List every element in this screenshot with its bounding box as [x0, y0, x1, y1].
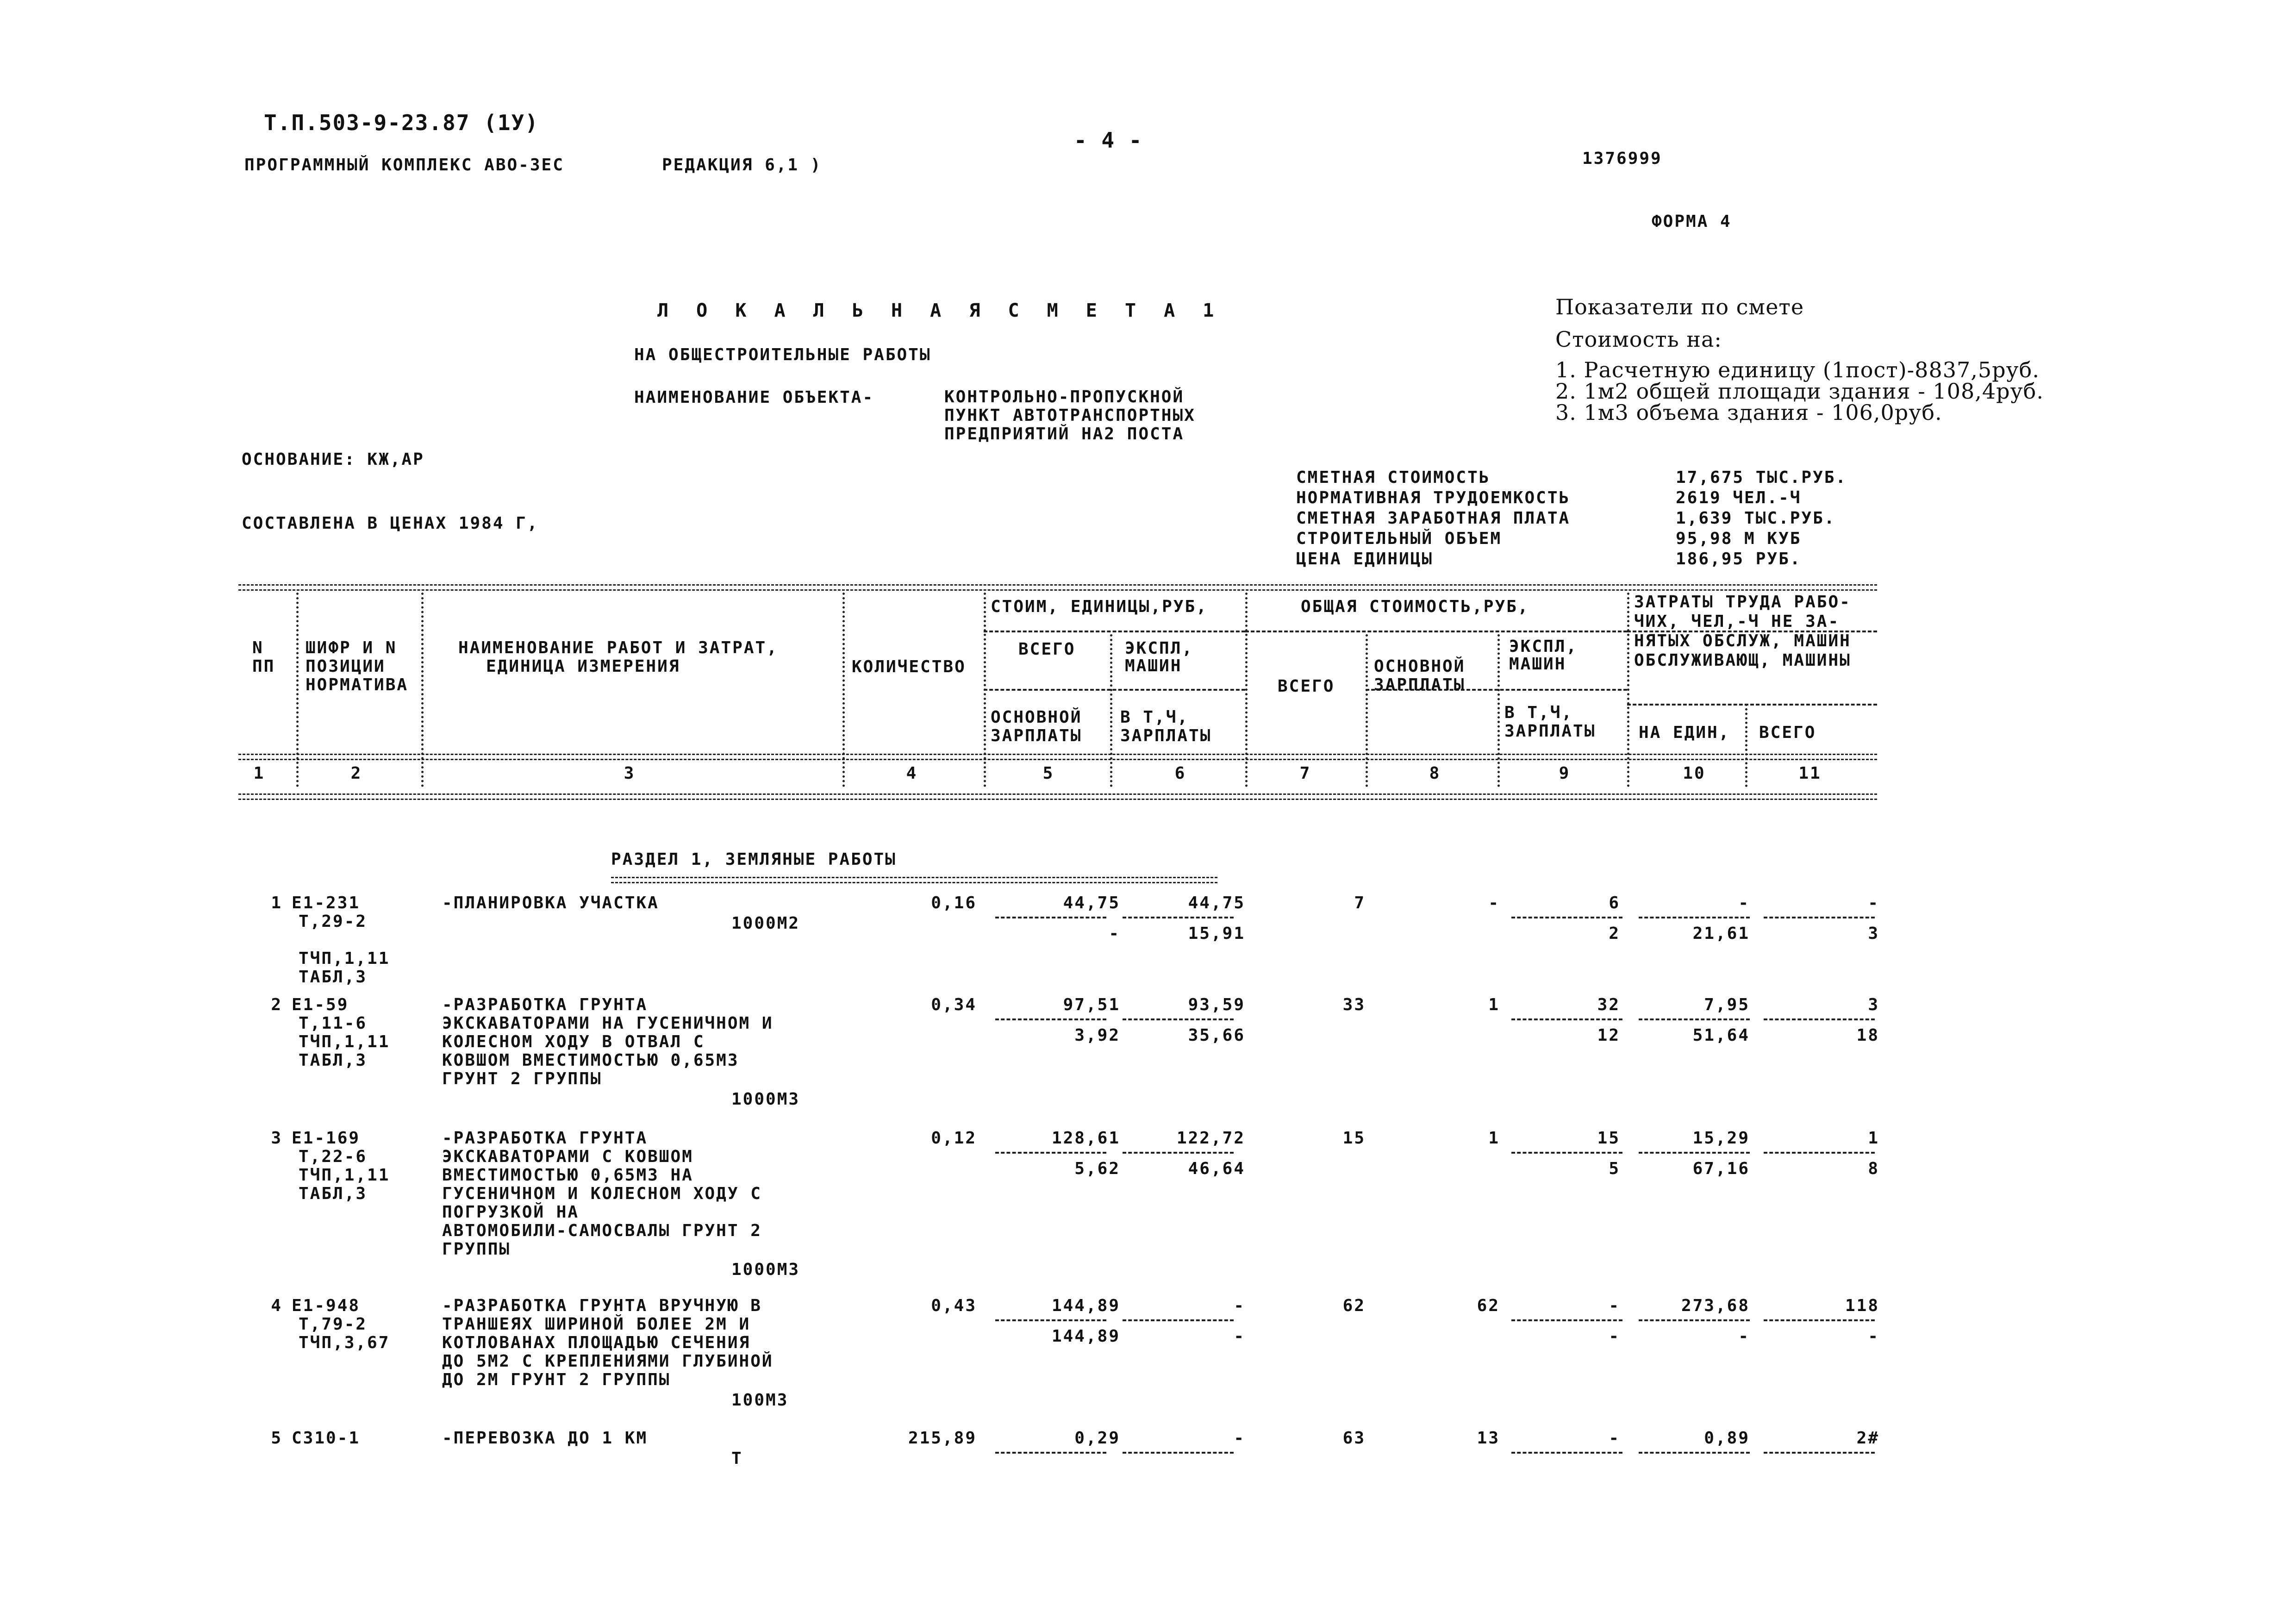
- header-bottom-rule: [238, 793, 1877, 800]
- row-labor-total: 118: [1845, 1296, 1879, 1315]
- row-code: ТАБЛ,3: [299, 968, 368, 987]
- header-text: НОРМАТИВА: [306, 675, 409, 694]
- row-total-wage: -: [1488, 893, 1500, 912]
- row-total-wage: 1: [1488, 995, 1500, 1014]
- header-text: ЗАТРАТЫ ТРУДА РАБО-: [1634, 593, 1851, 612]
- object-name: [944, 388, 1196, 443]
- row-unit-wage: 5,62: [1074, 1159, 1120, 1178]
- row-code: Е1-948: [292, 1296, 361, 1315]
- row-unit-machines: 122,72: [1176, 1129, 1245, 1148]
- col-divider: [1366, 634, 1368, 787]
- header-unit-incl-wage: [1120, 708, 1211, 745]
- indicator-item: 1. Расчетную единицу (1пост)-8837,5руб.: [1555, 357, 2040, 382]
- row-name: АВТОМОБИЛИ-САМОСВАЛЫ ГРУНТ 2: [442, 1221, 762, 1240]
- row-labor-unit: 21,61: [1692, 924, 1750, 943]
- column-number: 3: [624, 764, 636, 783]
- col-divider: [842, 593, 845, 787]
- row-unit-wage: -: [1109, 924, 1120, 943]
- row-name: ГРУППЫ: [442, 1240, 511, 1259]
- row-unit-mach-wage: 46,64: [1188, 1159, 1245, 1178]
- sub-rule: [984, 631, 1245, 632]
- header-text: N: [252, 638, 264, 657]
- header-unit-cost: СТОИМ, ЕДИНИЦЫ,РУБ,: [991, 597, 1208, 616]
- row-name: -ПЛАНИРОВКА УЧАСТКА: [442, 893, 659, 912]
- row-total: 7: [1354, 893, 1366, 912]
- column-number: 6: [1174, 764, 1186, 783]
- estimate-title: Л О К А Л Ь Н А Я С М Е Т А 1: [657, 300, 1223, 321]
- summary-label: НОРМАТИВНАЯ ТРУДОЕМКОСТЬ: [1296, 488, 1571, 507]
- header-unit-wage: [991, 708, 1082, 745]
- section-title: РАЗДЕЛ 1, ЗЕМЛЯНЫЕ РАБОТЫ: [611, 850, 897, 869]
- row-unit-machines: 93,59: [1188, 995, 1245, 1014]
- header-top-rule: [238, 584, 1877, 591]
- summary-labels: [1296, 468, 1570, 569]
- cell-split-rule: [1123, 1152, 1234, 1154]
- row-unit: 1000М3: [731, 1090, 800, 1109]
- header-text: ЗАРПЛАТЫ: [991, 726, 1082, 745]
- row-name: ПОГРУЗКОЙ НА: [442, 1203, 580, 1222]
- cell-split-rule: [1511, 1452, 1622, 1454]
- object-name-line: КОНТРОЛЬНО-ПРОПУСКНОЙ: [944, 387, 1185, 406]
- column-number: 5: [1042, 764, 1054, 783]
- header-text: ПП: [252, 657, 275, 676]
- row-unit-machines: 44,75: [1188, 893, 1245, 912]
- row-name: -ПЕРЕВОЗКА ДО 1 КМ: [442, 1429, 648, 1448]
- row-total-machines: -: [1609, 1429, 1620, 1448]
- row-unit-total: 128,61: [1051, 1129, 1120, 1148]
- row-total: 62: [1342, 1296, 1366, 1315]
- header-mid-rule: [238, 754, 1877, 760]
- indicators-list: [1555, 359, 2044, 423]
- column-number: 8: [1429, 764, 1441, 783]
- row-total: 15: [1342, 1129, 1366, 1148]
- row-code: Е1-169: [292, 1129, 361, 1148]
- row-code: Т,29-2: [299, 912, 368, 931]
- header-total-wage: [1374, 657, 1465, 694]
- cell-split-rule: [1511, 1152, 1622, 1154]
- row-code: ТЧП,1,11: [299, 1032, 390, 1051]
- row-name: -РАЗРАБОТКА ГРУНТА ВРУЧНУЮ В: [442, 1296, 762, 1315]
- row-name: ГРУНТ 2 ГРУППЫ: [442, 1069, 602, 1088]
- row-code: ТЧП,1,11: [299, 949, 390, 968]
- cell-split-rule: [1764, 1152, 1875, 1154]
- header-text: ШИФР И N: [306, 638, 397, 657]
- row-number: 3: [271, 1129, 282, 1148]
- header-text: ЭКСПЛ,: [1125, 639, 1194, 658]
- summary-values: [1676, 468, 1847, 569]
- row-unit: 100М3: [731, 1391, 789, 1410]
- cell-split-rule: [995, 917, 1106, 918]
- indicators-cost-on: Стоимость на:: [1555, 327, 1722, 352]
- row-unit: 1000М2: [731, 914, 800, 933]
- col-divider: [1110, 634, 1112, 787]
- row-unit: Т: [731, 1449, 743, 1468]
- row-total-machines: 32: [1597, 995, 1620, 1014]
- row-quantity: 0,12: [931, 1129, 977, 1148]
- row-labor-total: 3: [1868, 924, 1879, 943]
- column-number: 7: [1299, 764, 1311, 783]
- row-name: КОЛЕСНОМ ХОДУ В ОТВАЛ С: [442, 1032, 705, 1051]
- row-number: 4: [271, 1296, 282, 1315]
- row-quantity: 0,16: [931, 893, 977, 912]
- cell-split-rule: [1764, 1018, 1875, 1020]
- cell-split-rule: [1123, 917, 1234, 918]
- row-name: -РАЗРАБОТКА ГРУНТА: [442, 995, 648, 1014]
- row-total: 63: [1342, 1429, 1366, 1448]
- summary-value: 186,95 РУБ.: [1676, 550, 1802, 568]
- cell-split-rule: [1639, 1319, 1750, 1321]
- row-name: ВМЕСТИМОСТЬЮ 0,65М3 НА: [442, 1166, 693, 1185]
- row-labor-total: -: [1868, 1327, 1879, 1346]
- row-number: 1: [271, 893, 282, 912]
- header-total-incl-wage: [1504, 704, 1596, 741]
- cell-split-rule: [1764, 1452, 1875, 1454]
- row-labor-unit: -: [1738, 893, 1750, 912]
- row-name: -РАЗРАБОТКА ГРУНТА: [442, 1129, 648, 1148]
- row-code: ТАБЛ,3: [299, 1184, 368, 1203]
- row-unit-total: 44,75: [1063, 893, 1120, 912]
- row-unit-total: 97,51: [1063, 995, 1120, 1014]
- row-total-wage: 13: [1477, 1429, 1500, 1448]
- row-labor-total: 1: [1868, 1129, 1879, 1148]
- cell-split-rule: [995, 1152, 1106, 1154]
- row-name: ДО 5М2 С КРЕПЛЕНИЯМИ ГЛУБИНОЙ: [442, 1352, 774, 1371]
- header-total-cost: ОБЩАЯ СТОИМОСТЬ,РУБ,: [1301, 597, 1529, 616]
- header-text: ЭКСПЛ,: [1509, 637, 1578, 656]
- row-code: Е1-59: [292, 995, 349, 1014]
- cell-split-rule: [1764, 1319, 1875, 1321]
- row-labor-total: 18: [1856, 1026, 1879, 1045]
- row-unit-machines: -: [1234, 1429, 1245, 1448]
- row-unit-machines: -: [1234, 1296, 1245, 1315]
- cell-split-rule: [995, 1319, 1106, 1321]
- row-labor-unit: 273,68: [1681, 1296, 1750, 1315]
- object-name-line: ПУНКТ АВТОТРАНСПОРТНЫХ: [944, 406, 1196, 425]
- document-number: 1376999: [1582, 149, 1662, 168]
- row-labor-unit: 15,29: [1692, 1129, 1750, 1148]
- sub-rule: [1627, 704, 1877, 706]
- header-text: ОСНОВНОЙ: [1374, 657, 1466, 676]
- row-code: ТЧП,1,11: [299, 1166, 390, 1185]
- header-col-quantity: КОЛИЧЕСТВО: [852, 657, 966, 676]
- cell-split-rule: [1639, 1452, 1750, 1454]
- header-text: ПОЗИЦИИ: [306, 657, 386, 676]
- header-labor: [1634, 593, 1851, 670]
- header-total-machines: [1509, 638, 1578, 673]
- row-number: 2: [271, 995, 282, 1014]
- header-labor-total: ВСЕГО: [1759, 723, 1816, 742]
- row-unit-mach-wage: 35,66: [1188, 1026, 1245, 1045]
- header-text: НЯТЫХ ОБСЛУЖ, МАШИН: [1634, 631, 1851, 650]
- edition: РЕДАКЦИЯ 6,1 ): [662, 156, 822, 175]
- row-unit-total: 0,29: [1074, 1429, 1120, 1448]
- header-col-name: [458, 639, 778, 676]
- row-name: КОВШОМ ВМЕСТИМОСТЬЮ 0,65М3: [442, 1051, 739, 1070]
- summary-label: СМЕТНАЯ СТОИМОСТЬ: [1296, 468, 1491, 487]
- header-text: ЧИХ, ЧЕЛ,-Ч НЕ ЗА-: [1634, 612, 1840, 631]
- sub-rule: [984, 689, 1245, 691]
- row-code: Т,79-2: [299, 1315, 368, 1334]
- column-number: 1: [253, 764, 265, 783]
- object-name-line: ПРЕДПРИЯТИЙ НА2 ПОСТА: [944, 425, 1185, 443]
- column-number: 10: [1683, 764, 1706, 783]
- row-name: ГУСЕНИЧНОМ И КОЛЕСНОМ ХОДУ С: [442, 1184, 762, 1203]
- summary-label: СТРОИТЕЛЬНЫЙ ОБЪЕМ: [1296, 529, 1502, 548]
- col-divider: [421, 593, 424, 787]
- section-underline: [611, 877, 1217, 883]
- header-unit-machines: [1125, 640, 1193, 675]
- indicators-heading: Показатели по смете: [1555, 294, 1804, 319]
- header-text: ЗАРПЛАТЫ: [1374, 675, 1466, 694]
- indicator-item: 2. 1м2 общей площади здания - 108,4руб.: [1555, 379, 2044, 404]
- header-text: В Т,Ч,: [1504, 703, 1573, 722]
- row-code: ТАБЛ,3: [299, 1051, 368, 1070]
- form-label: ФОРМА 4: [1652, 212, 1732, 231]
- cell-split-rule: [995, 1452, 1106, 1454]
- header-text: ЕДИНИЦА ИЗМЕРЕНИЯ: [486, 657, 680, 676]
- page-number: - 4 -: [1074, 128, 1143, 153]
- header-text: ЗАРПЛАТЫ: [1120, 726, 1212, 745]
- row-number: 5: [271, 1429, 282, 1448]
- row-total-mach-wage: 12: [1597, 1026, 1620, 1045]
- header-labor-unit: НА ЕДИН,: [1639, 723, 1730, 742]
- row-code: Т,11-6: [299, 1014, 368, 1033]
- row-unit-mach-wage: -: [1234, 1327, 1245, 1346]
- row-name: ЭКСКАВАТОРАМИ С КОВШОМ: [442, 1147, 693, 1166]
- header-total-all: ВСЕГО: [1278, 677, 1335, 696]
- cell-split-rule: [1511, 1319, 1622, 1321]
- row-quantity: 0,43: [931, 1296, 977, 1315]
- summary-value: 95,98 М КУБ: [1676, 529, 1802, 548]
- row-total-wage: 1: [1488, 1129, 1500, 1148]
- header-text: НАИМЕНОВАНИЕ РАБОТ И ЗАТРАТ,: [458, 638, 778, 657]
- row-labor-unit: 51,64: [1692, 1026, 1750, 1045]
- software-name: ПРОГРАММНЫЙ КОМПЛЕКС АВО-ЗЕС: [244, 156, 564, 175]
- cell-split-rule: [995, 1018, 1106, 1020]
- col-divider: [1497, 634, 1500, 787]
- summary-value: 1,639 ТЫС.РУБ.: [1676, 509, 1836, 528]
- cell-split-rule: [1511, 1018, 1622, 1020]
- column-number: 4: [906, 764, 918, 783]
- summary-label: СМЕТНАЯ ЗАРАБОТНАЯ ПЛАТА: [1296, 509, 1571, 528]
- row-code: С310-1: [292, 1429, 361, 1448]
- row-total: 33: [1342, 995, 1366, 1014]
- row-code: ТЧП,3,67: [299, 1333, 390, 1352]
- row-unit-total: 144,89: [1051, 1296, 1120, 1315]
- row-labor-total: 8: [1868, 1159, 1879, 1178]
- row-labor-unit: 0,89: [1704, 1429, 1750, 1448]
- cell-split-rule: [1123, 1319, 1234, 1321]
- row-quantity: 0,34: [931, 995, 977, 1014]
- header-text: В Т,Ч,: [1120, 708, 1189, 727]
- summary-value: 17,675 ТЫС.РУБ.: [1676, 468, 1847, 487]
- cell-split-rule: [1123, 1452, 1234, 1454]
- cell-split-rule: [1639, 1152, 1750, 1154]
- row-total-machines: 15: [1597, 1129, 1620, 1148]
- row-name: ДО 2М ГРУНТ 2 ГРУППЫ: [442, 1370, 671, 1389]
- column-number: 9: [1559, 764, 1571, 783]
- header-col-number: [252, 639, 275, 676]
- object-label: НАИМЕНОВАНИЕ ОБЪЕКТА-: [634, 388, 874, 407]
- sub-rule: [1245, 631, 1627, 632]
- row-unit-mach-wage: 15,91: [1188, 924, 1245, 943]
- basis: ОСНОВАНИЕ: КЖ,АР: [242, 450, 424, 469]
- row-code: Е1-231: [292, 893, 361, 912]
- col-divider: [1245, 593, 1248, 787]
- summary-value: 2619 ЧЕЛ.-Ч: [1676, 488, 1802, 507]
- row-total-machines: -: [1609, 1296, 1620, 1315]
- row-total-machines: 6: [1609, 893, 1620, 912]
- row-quantity: 215,89: [908, 1429, 977, 1448]
- row-unit-wage: 144,89: [1051, 1327, 1120, 1346]
- col-divider: [1745, 704, 1747, 787]
- row-name: ЭКСКАВАТОРАМИ НА ГУСЕНИЧНОМ И: [442, 1014, 774, 1033]
- summary-label: ЦЕНА ЕДИНИЦЫ: [1296, 550, 1434, 568]
- row-unit: 1000М3: [731, 1260, 800, 1279]
- price-level: СОСТАВЛЕНА В ЦЕНАХ 1984 Г,: [242, 514, 539, 533]
- cell-split-rule: [1764, 917, 1875, 918]
- header-col-code: [306, 639, 408, 694]
- col-divider: [1627, 593, 1629, 787]
- row-total-mach-wage: 5: [1609, 1159, 1620, 1178]
- row-name: КОТЛОВАНАХ ПЛОЩАДЬЮ СЕЧЕНИЯ: [442, 1333, 751, 1352]
- cell-split-rule: [1639, 917, 1750, 918]
- row-labor-total: 3: [1868, 995, 1879, 1014]
- row-name: ТРАНШЕЯХ ШИРИНОЙ БОЛЕЕ 2М И: [442, 1315, 751, 1334]
- row-labor-total: -: [1868, 893, 1879, 912]
- row-unit-wage: 3,92: [1074, 1026, 1120, 1045]
- header-text: ОБСЛУЖИВАЮЩ, МАШИНЫ: [1634, 651, 1851, 670]
- column-number: 11: [1798, 764, 1822, 783]
- row-total-wage: 62: [1477, 1296, 1500, 1315]
- row-labor-unit: 67,16: [1692, 1159, 1750, 1178]
- row-labor-total: 2#: [1856, 1429, 1879, 1448]
- header-unit-total: ВСЕГО: [1018, 640, 1076, 659]
- col-divider: [296, 593, 299, 787]
- cell-split-rule: [1639, 1018, 1750, 1020]
- header-text: ЗАРПЛАТЫ: [1504, 722, 1596, 741]
- row-total-mach-wage: 2: [1609, 924, 1620, 943]
- document-code: Т.П.503-9-23.87 (1У): [264, 110, 539, 135]
- works-subtitle: НА ОБЩЕСТРОИТЕЛЬНЫЕ РАБОТЫ: [634, 345, 931, 364]
- header-text: МАШИН: [1125, 656, 1182, 675]
- row-labor-unit: -: [1738, 1327, 1750, 1346]
- row-total-mach-wage: -: [1609, 1327, 1620, 1346]
- row-code: Т,22-6: [299, 1147, 368, 1166]
- cell-split-rule: [1511, 917, 1622, 918]
- cell-split-rule: [1123, 1018, 1234, 1020]
- indicator-item: 3. 1м3 объема здания - 106,0руб.: [1555, 400, 1942, 425]
- header-text: МАШИН: [1509, 655, 1566, 674]
- row-labor-unit: 7,95: [1704, 995, 1750, 1014]
- header-text: ОСНОВНОЙ: [991, 708, 1082, 727]
- column-number: 2: [350, 764, 362, 783]
